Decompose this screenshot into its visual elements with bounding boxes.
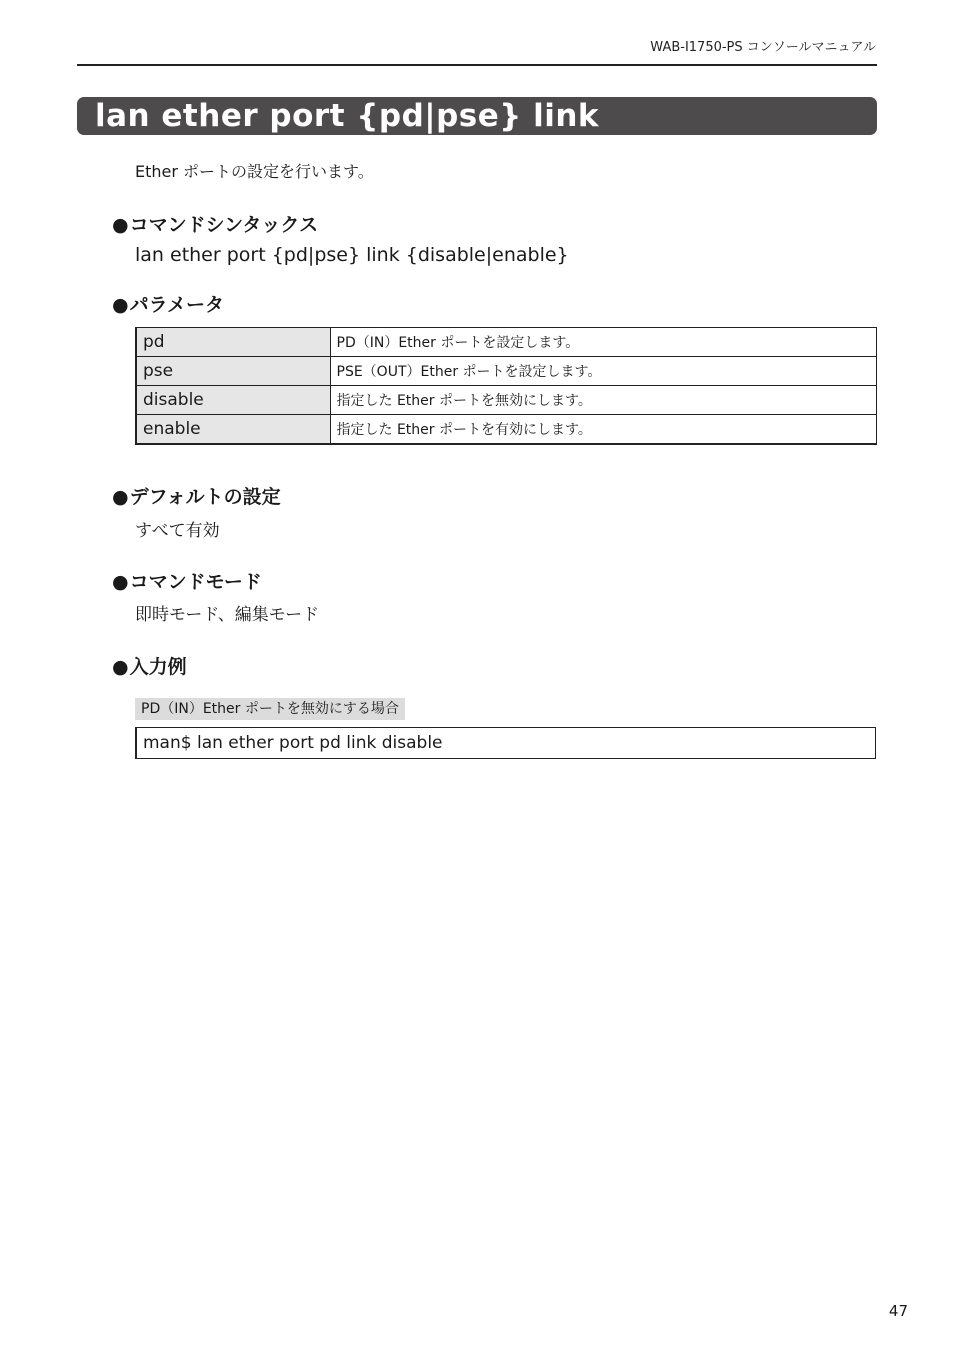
bullet-icon: ● [112,294,129,316]
param-name: disable [136,386,330,415]
command-title: lan ether port {pd|pse} link [77,97,877,135]
param-desc: 指定した Ether ポートを有効にします。 [330,415,877,444]
mode-heading-label: コマンドモード [129,571,262,593]
bullet-icon: ● [112,656,129,678]
example-heading [112,652,187,679]
example-code: man$ lan ether port pd link disable [135,727,876,759]
bullet-icon: ● [112,214,129,236]
default-heading [112,482,281,509]
table-row [136,415,877,444]
bullet-icon: ● [112,571,129,593]
param-name: enable [136,415,330,444]
params-heading [112,290,224,317]
syntax-text: lan ether port {pd|pse} link {disable|enable} [135,244,569,266]
params-table [135,327,877,445]
param-name: pd [136,328,330,357]
manual-header-title: WAB-I1750-PS コンソールマニュアル [650,40,876,55]
syntax-heading-label: コマンドシンタックス [129,214,319,236]
default-text: すべて有効 [135,521,220,541]
bullet-icon: ● [112,486,129,508]
default-heading-label: デフォルトの設定 [129,486,281,508]
param-desc: PD（IN）Ether ポートを設定します。 [330,328,877,357]
table-row [136,328,877,357]
table-row [136,357,877,386]
param-name: pse [136,357,330,386]
syntax-heading [112,210,318,237]
table-row [136,386,877,415]
intro-text: Ether ポートの設定を行います。 [135,162,374,181]
param-desc: 指定した Ether ポートを無効にします。 [330,386,877,415]
mode-heading [112,567,262,594]
example-label: PD（IN）Ether ポートを無効にする場合 [135,698,405,720]
params-heading-label: パラメータ [129,294,225,316]
example-heading-label: 入力例 [129,656,187,678]
header-rule [77,64,877,66]
param-desc: PSE（OUT）Ether ポートを設定します。 [330,357,877,386]
mode-text: 即時モード、編集モード [135,605,320,625]
page-number: 47 [888,1302,908,1320]
